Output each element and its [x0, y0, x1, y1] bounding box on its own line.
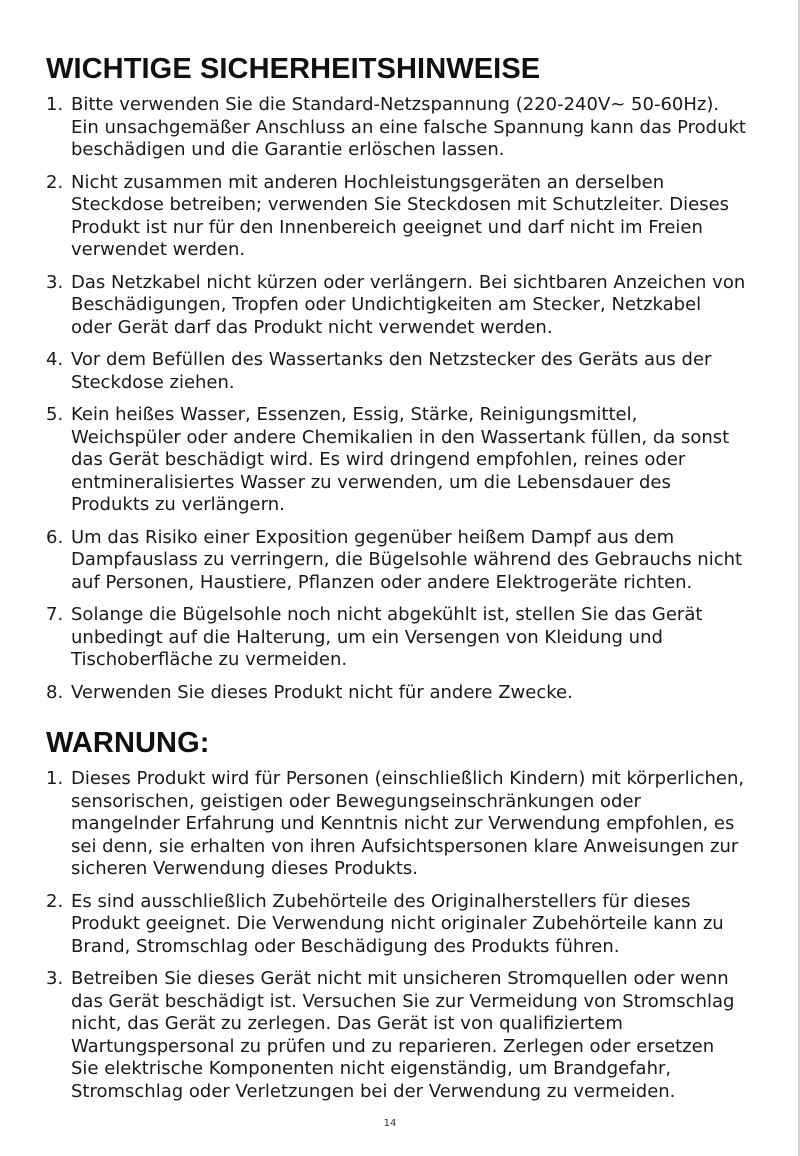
list-number: 2. [46, 171, 64, 193]
list-text: Es sind ausschließlich Zubehörteile des Originalherstellers für dieses Produkt geeignet. Die Verwendung nicht originaler Zubehörteile kann zu Brand, Stromschlag oder Beschädigung des Produkts führen. [71, 890, 724, 957]
document-content [46, 50, 746, 1113]
list-text: Betreiben Sie dieses Gerät nicht mit unsicheren Stromquellen oder wenn das Gerät beschädigt ist. Versuchen Sie zur Vermeidung von Stromschlag nicht, das Gerät zu zerlegen. Das Gerät ist von qualifiziertem Wartungspersonal zu prüfen und zu reparieren. Zerlegen oder ersetzen Sie elektrische Komponenten nicht eigenständig, um Brandgefahr, Stromschlag oder Verletzungen bei der Verwendung zu vermeiden. [71, 968, 735, 1102]
list-text: Kein heißes Wasser, Essenzen, Essig, Stärke, Reinigungsmittel, Weichspüler oder andere Chemikalien in den Wassertank füllen, da sonst das Gerät beschädigt wird. Es wird dringend empfohlen, reines oder entmineralisiertes Wasser zu verwenden, um die Lebensdauer des Produkts zu verlängern. [71, 404, 730, 515]
list-number: 5. [46, 404, 64, 425]
list-number: 6. [46, 526, 64, 548]
safety-item [46, 272, 746, 340]
page-number: 14 [383, 1118, 397, 1129]
warning-item [46, 968, 746, 1103]
list-text: Solange die Bügelsohle noch nicht abgekühlt ist, stellen Sie das Gerät unbedingt auf die Halterung, um ein Versengen von Kleidung und Tischoberfläche zu vermeiden. [71, 604, 703, 670]
list-text: Das Netzkabel nicht kürzen oder verlängern. Bei sichtbaren Anzeichen von Beschädigungen, Tropfen oder Undichtigkeiten am Stecker, Netzkabel oder Gerät darf das Produkt nicht verwendet werden. [71, 271, 746, 338]
list-number: 2. [46, 890, 64, 912]
list-text: Bitte verwenden Sie die Standard-Netzspannung (220-240V~ 50-60Hz). Ein unsachgemäßer Anschluss an eine falsche Spannung kann das Produkt beschädigen und die Garantie erlöschen lassen. [71, 94, 746, 160]
list-text: Vor dem Befüllen des Wassertanks den Netzstecker des Geräts aus der Steckdose ziehen. [71, 349, 712, 393]
list-text: Verwenden Sie dieses Produkt nicht für andere Zwecke. [71, 681, 573, 703]
list-text: Nicht zusammen mit anderen Hochleistungsgeräten an derselben Steckdose betreiben; verwenden Sie Steckdosen mit Schutzleiter. Dieses Produkt ist nur für den Innenbereich geeignet und darf nicht im Freien verwendet werden. [71, 171, 730, 260]
list-number: 1. [46, 94, 64, 115]
safety-item [46, 349, 746, 394]
list-number: 1. [46, 768, 64, 789]
list-number: 3. [46, 968, 64, 989]
safety-item [46, 527, 746, 595]
safety-item [46, 604, 746, 672]
warning-item [46, 891, 746, 959]
safety-item [46, 404, 746, 517]
list-text: Dieses Produkt wird für Personen (einschließlich Kindern) mit körperlichen, sensorischen, geistigen oder Bewegungseinschränkungen oder mangelnder Erfahrung und Kenntnis nicht zur Verwendung empfohlen, es sei denn, sie erhalten von ihren Aufsichtspersonen klare Anweisungen zur sicheren Verwendung dieses Produkts. [71, 768, 745, 879]
safety-heading: WICHTIGE SICHERHEITSHINWEISE [46, 53, 541, 85]
warning-heading: WARNUNG: [46, 727, 210, 759]
safety-item [46, 94, 746, 162]
list-number: 3. [46, 271, 64, 293]
list-number: 4. [46, 349, 64, 370]
warning-item [46, 768, 746, 881]
list-text: Um das Risiko einer Exposition gegenüber heißem Dampf aus dem Dampfauslass zu verringern, die Bügelsohle während des Gebrauchs nicht auf Personen, Haustiere, Pflanzen oder andere Elektrogeräte richten. [71, 526, 743, 593]
list-number: 7. [46, 604, 64, 625]
safety-item [46, 682, 746, 705]
warning-list [46, 768, 746, 1103]
list-number: 8. [46, 681, 64, 703]
safety-list [46, 94, 746, 704]
safety-item [46, 172, 746, 262]
